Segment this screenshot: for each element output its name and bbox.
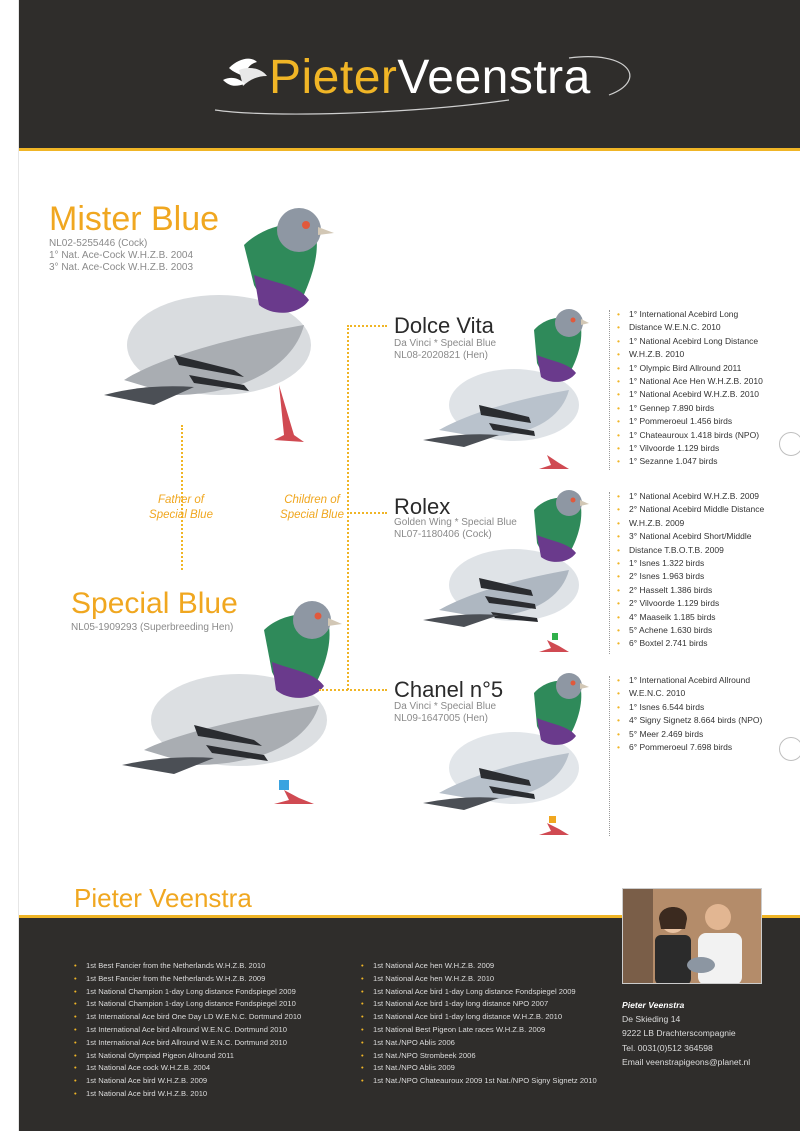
dolce-vita-name: Dolce Vita [394,313,494,338]
rolex-results [617,490,764,651]
footer-title: Pieter Veenstra [74,883,252,913]
result-item: • 2° Hasselt 1.386 birds [617,584,764,597]
result-item: • W.H.Z.B. 2009 [617,517,764,530]
achievement-item: • 1st National Ace bird 1-day long distance W.H.Z.B. 2010 [361,1011,597,1024]
achievement-item: • 1st Nat./NPO Ablis 2006 [361,1037,597,1050]
result-item: • 5° Meer 2.469 birds [617,728,762,741]
contact-email: Email veenstrapigeons@planet.nl [622,1056,751,1067]
contact-city: 9222 LB Drachterscompagnie [622,1028,736,1039]
achievement-item: • 1st International Ace bird Allround W.E.N.C. Dortmund 2010 [74,1024,301,1037]
people-photo-icon [623,889,762,984]
logo-part-veenstra: Veenstra [397,51,591,104]
result-item: • 6° Pommeroeul 7.698 birds [617,741,762,754]
achievement-item: • 1st National Ace bird 1-day long distance NPO 2007 [361,998,597,1011]
achievement-item: • 1st Nat./NPO Chateauroux 2009 1st Nat./NPO Signy Signetz 2010 [361,1075,597,1088]
chanel-name: Chanel n°5 [394,677,504,702]
result-item: • 1° Gennep 7.890 birds [617,402,763,415]
achievement-item: • 1st Best Fancier from the Netherlands W.H.Z.B. 2010 [74,960,301,973]
father-of-line-2: Special Blue [149,509,213,521]
result-item: • W.H.Z.B. 2010 [617,348,763,361]
achievement-item: • 1st National Olympiad Pigeon Allround 2011 [74,1050,301,1063]
result-item: • 1° National Acebird W.H.Z.B. 2009 [617,490,764,503]
dolce-vita-ring: NL08-2020821 (Hen) [394,350,488,361]
fanciers-photo [622,888,762,984]
binder-hole [779,432,800,456]
result-item: • 1° International Acebird Long [617,308,763,321]
binder-hole [779,737,800,761]
logo-part-pieter: Pieter [269,51,398,104]
result-item: • 1° Vilvoorde 1.129 birds [617,442,763,455]
mister-blue-result-2: 3° Nat. Ace-Cock W.H.Z.B. 2003 [49,262,194,273]
mister-blue-result-1: 1° Nat. Ace-Cock W.H.Z.B. 2004 [49,250,194,261]
contact-block [622,998,750,1069]
result-item: • 2° National Acebird Middle Distance [617,503,764,516]
achievement-item: • 1st National Champion 1-day Long distance Fondspiegel 2009 [74,986,301,999]
children-of-label [267,493,357,523]
children-of-line-2: Special Blue [280,509,344,521]
contact-name: Pieter Veenstra [622,1000,685,1010]
connector-dolce-vita [347,325,387,327]
chanel-pigeon-icon [419,673,589,838]
achievement-item: • 1st International Ace bird One Day LD W.E.N.C. Dortmund 2010 [74,1011,301,1024]
chanel-results [617,674,762,754]
dolce-vita-parents: Da Vinci * Special Blue [394,338,497,349]
special-blue-ring: NL05-1909293 (Superbreeding Hen) [71,622,234,633]
connector-chanel [319,689,387,691]
result-item: • W.E.N.C. 2010 [617,687,762,700]
achievement-item: • 1st National Ace hen W.H.Z.B. 2010 [361,973,597,986]
achievement-item: • 1st Nat./NPO Ablis 2009 [361,1062,597,1075]
achievement-item: • 1st Best Fancier from the Netherlands W.H.Z.B. 2009 [74,973,301,986]
chanel-parents: Da Vinci * Special Blue [394,701,497,712]
logo-wordmark [269,50,591,105]
result-item: • 1° Sezanne 1.047 birds [617,455,763,468]
chanel-ring: NL09-1647005 (Hen) [394,713,488,724]
result-item: • 4° Maaseik 1.185 birds [617,611,764,624]
result-item: • Distance T.B.O.T.B. 2009 [617,544,764,557]
mister-blue-name: Mister Blue [49,200,220,238]
brochure-page [18,0,800,1131]
result-item: • 1° National Acebird W.H.Z.B. 2010 [617,388,763,401]
children-of-line-1: Children of [284,494,340,506]
achievement-item: • 1st National Ace cock W.H.Z.B. 2004 [74,1062,301,1075]
father-of-line-1: Father of [157,494,205,506]
rolex-ring: NL07-1180406 (Cock) [394,529,492,540]
result-item: • 2° Isnes 1.963 birds [617,570,764,583]
result-item: • 1° Olympic Bird Allround 2011 [617,362,763,375]
achievement-item: • 1st National Best Pigeon Late races W.H.Z.B. 2009 [361,1024,597,1037]
footer-achievements-col2 [361,960,597,1088]
result-item: • 1° National Ace Hen W.H.Z.B. 2010 [617,375,763,388]
contact-phone: Tel. 0031(0)512 364598 [622,1042,713,1053]
chanel-divider [609,676,610,836]
achievement-item: • 1st Nat./NPO Strombeek 2006 [361,1050,597,1063]
result-item: • 1° International Acebird Allround [617,674,762,687]
dolce-vita-results [617,308,763,469]
father-of-label [111,493,251,523]
result-item: • 1° Isnes 1.322 birds [617,557,764,570]
result-item: • 2° Vilvoorde 1.129 birds [617,597,764,610]
dolce-vita-divider [609,310,610,470]
achievement-item: • 1st National Ace bird 1-day Long distance Fondspiegel 2009 [361,986,597,999]
result-item: • 1° Pommeroeul 1.456 birds [617,415,763,428]
special-blue-name: Special Blue [71,587,238,620]
header-band [19,0,800,148]
achievement-item: • 1st International Ace bird Allround W.E.N.C. Dortmund 2010 [74,1037,301,1050]
rolex-parents: Golden Wing * Special Blue [394,517,517,528]
footer-achievements-col1 [74,960,301,1101]
achievement-item: • 1st National Ace hen W.H.Z.B. 2009 [361,960,597,973]
mister-blue-pigeon-icon [94,205,334,450]
result-item: • Distance W.E.N.C. 2010 [617,321,763,334]
contact-street: De Skieding 14 [622,1014,681,1025]
dolce-vita-pigeon-icon [419,305,589,475]
rolex-name: Rolex [394,494,451,519]
result-item: • 1° National Acebird Long Distance [617,335,763,348]
result-item: • 1° Chateauroux 1.418 birds (NPO) [617,429,763,442]
logo [209,40,649,120]
achievement-item: • 1st National Ace bird W.H.Z.B. 2010 [74,1088,301,1101]
result-item: • 1° Isnes 6.544 birds [617,701,762,714]
result-item: • 6° Boxtel 2.741 birds [617,637,764,650]
result-item: • 5° Achene 1.630 birds [617,624,764,637]
mister-blue-ring: NL02-5255446 (Cock) [49,238,148,249]
rolex-pigeon-icon [419,490,589,655]
achievement-item: • 1st National Ace bird W.H.Z.B. 2009 [74,1075,301,1088]
achievement-item: • 1st National Champion 1-day Long distance Fondspiegel 2010 [74,998,301,1011]
result-item: • 4° Signy Signetz 8.664 birds (NPO) [617,714,762,727]
special-blue-pigeon-icon [114,600,344,810]
result-item: • 3° National Acebird Short/Middle [617,530,764,543]
rolex-divider [609,492,610,654]
header-accent-line [19,148,800,151]
